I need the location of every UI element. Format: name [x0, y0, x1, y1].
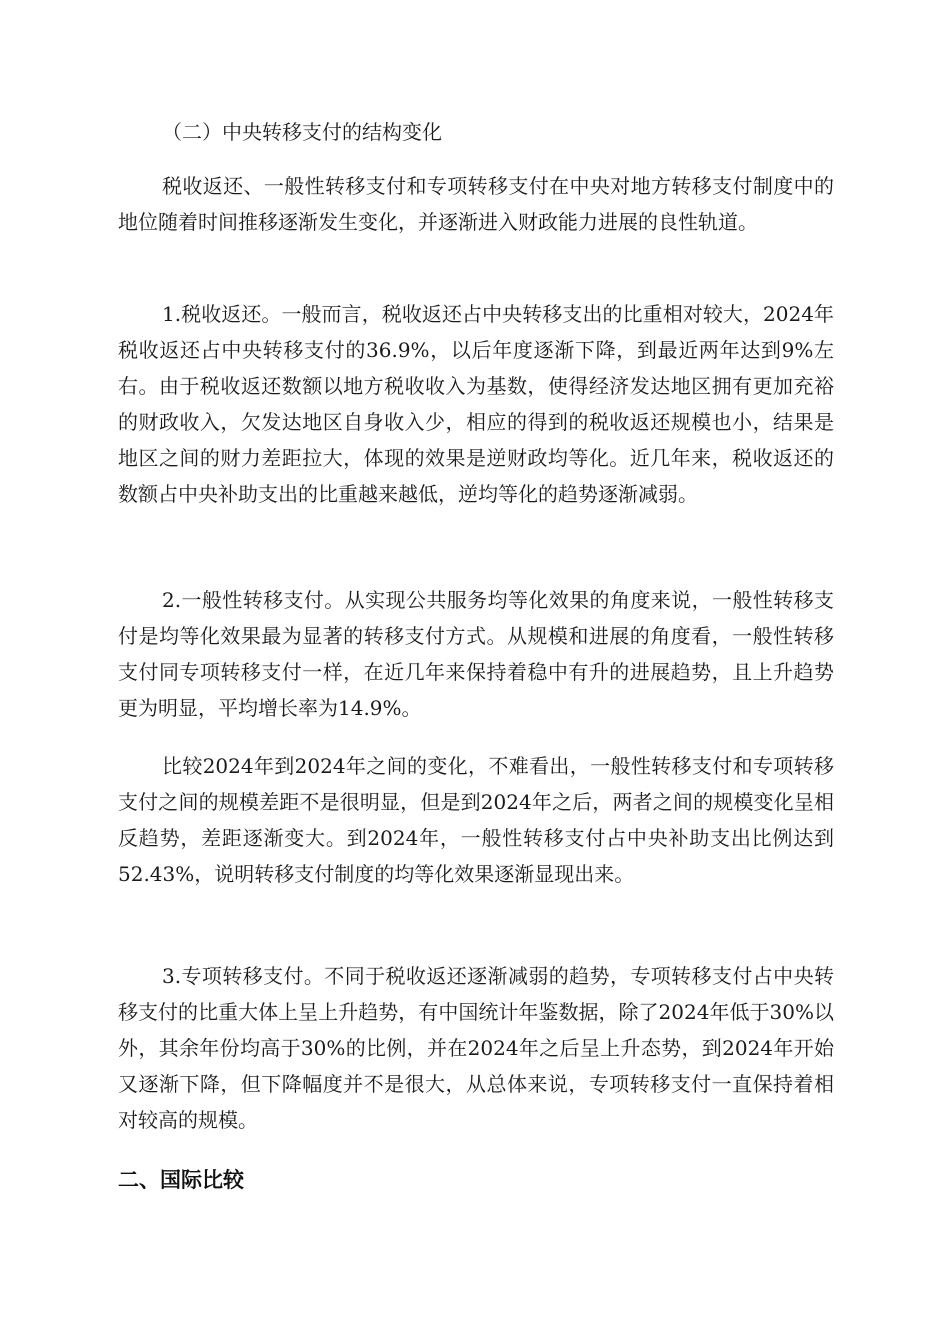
paragraph-special-transfer: 3.专项转移支付。不同于税收返还逐渐减弱的趋势，专项转移支付占中央转移支付的比重大体上呈上升趋势，有中国统计年鉴数据，除了2024年低于30%以外，其余年份均高于30%的比例，并在2024年之后呈上升态势，到2024年开始又逐渐下降，但下降幅度并不是很大，从总体来说，专项转移支付一直保持着相对较高的规模。 — [118, 964, 834, 1132]
paragraph-intro: 税收返还、一般性转移支付和专项转移支付在中央对地方转移支付制度中的地位随着时间推移逐渐发生变化，并逐渐进入财政能力进展的良性轨道。 — [118, 174, 834, 234]
paragraph-tax-rebate: 1.税收返还。一般而言，税收返还占中央转移支出的比重相对较大，2024年税收返还占中央转移支付的36.9%，以后年度逐渐下降，到最近两年达到9%左右。由于税收返还数额以地方税收收入为基数，使得经济发达地区拥有更加充裕的财政收入，欠发达地区自身收入少，相应的得到的税收返还规模也小，结果是地区之间的财力差距拉大，体现的效果是逆财政均等化。近几年来，税收返还的数额占中央补助支出的比重越来越低，逆均等化的趋势逐渐减弱。 — [118, 302, 834, 506]
section-heading-international: 二、国际比较 — [118, 1168, 244, 1192]
section-subheading: （二）中央转移支付的结构变化 — [162, 120, 442, 144]
paragraph-comparison: 比较2024年到2024年之间的变化，不难看出，一般性转移支付和专项转移支付之间的规模差距不是很明显，但是到2024年之后，两者之间的规模变化呈相反趋势，差距逐渐变大。到2024年，一般性转移支付占中央补助支出比例达到52.43%，说明转移支付制度的均等化效果逐渐显现出来。 — [118, 754, 834, 886]
paragraph-general-transfer: 2.一般性转移支付。从实现公共服务均等化效果的角度来说，一般性转移支付是均等化效果最为显著的转移支付方式。从规模和进展的角度看，一般性转移支付同专项转移支付一样，在近几年来保持着稳中有升的进展趋势，且上升趋势更为明显，平均增长率为14.9%。 — [118, 588, 834, 720]
